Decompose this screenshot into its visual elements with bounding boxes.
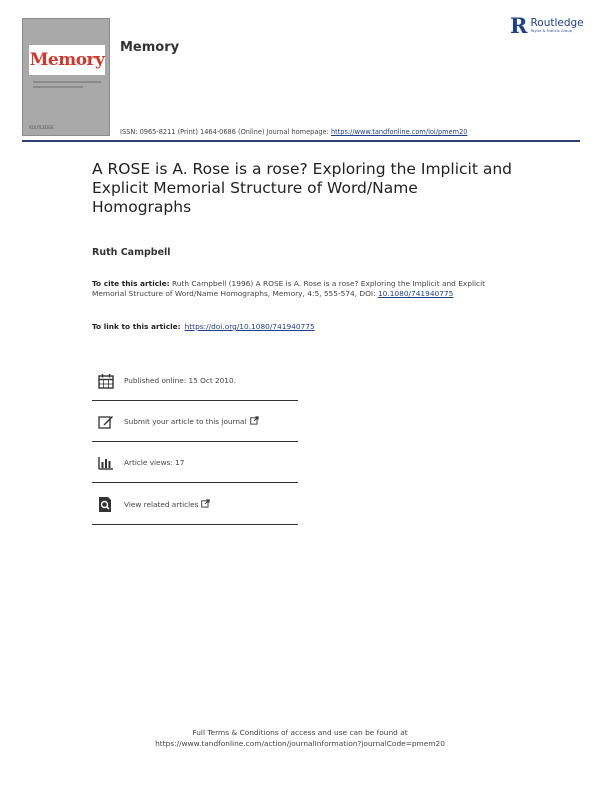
cover-decoration (33, 81, 101, 83)
article-views-item (92, 443, 298, 483)
routledge-r-icon: R (510, 13, 528, 38)
article-title: A ROSE is A. Rose is a rose? Exploring the Implicit and Explicit Memorial Structure of Word/Name Homographs (92, 160, 513, 216)
cover-footer: ROUTLEDGE (29, 125, 54, 130)
article-link-line (92, 322, 315, 331)
journal-name: Memory (120, 40, 180, 55)
bar-chart-icon (92, 454, 116, 472)
link-label: To link to this article: (92, 322, 181, 331)
cite-text: Ruth Campbell (1996) A ROSE is A. Rose is a rose? Exploring the Implicit and Explicit Memorial Structure of Word/Name Homographs, Memory, 4:5, 555-574, DOI: (92, 279, 486, 299)
publisher-logo (510, 13, 584, 38)
publisher-brand: Routledge (530, 17, 584, 29)
external-link-icon (201, 499, 210, 510)
citation-block (92, 279, 502, 299)
footer-terms-text: Full Terms & Conditions of access and use can be found at (192, 728, 408, 737)
footer-terms-link[interactable]: https://www.tandfonline.com/action/journalInformation?journalCode=pmem20 (155, 739, 445, 748)
calendar-icon (92, 372, 116, 390)
journal-homepage-link[interactable]: https://www.tandfonline.com/loi/pmem20 (330, 128, 468, 136)
cover-decoration (33, 86, 83, 88)
related-articles-item[interactable] (92, 485, 298, 525)
article-author: Ruth Campbell (92, 247, 171, 258)
journal-cover-image (22, 18, 110, 136)
external-link-icon (250, 416, 259, 427)
related-articles-label: View related articles (124, 500, 199, 509)
published-online-label: Published online: 15 Oct 2010. (124, 376, 236, 385)
cover-logo-text: Memory (29, 50, 105, 70)
published-online-item (92, 361, 298, 401)
search-document-icon (92, 496, 116, 514)
footer-terms (0, 727, 600, 749)
submit-article-label: Submit your article to this journal (124, 417, 247, 426)
submit-article-item[interactable] (92, 402, 298, 442)
header-divider (22, 140, 580, 142)
doi-link[interactable]: 10.1080/741940775 (377, 289, 454, 299)
edit-icon (92, 413, 116, 431)
publisher-tagline: Taylor & Francis Group (530, 29, 572, 33)
cover-logo (29, 45, 105, 75)
issn-line (120, 128, 467, 136)
cite-label: To cite this article: (92, 279, 170, 288)
article-url-link[interactable]: https://doi.org/10.1080/741940775 (184, 322, 315, 331)
issn-text: ISSN: 0965-8211 (Print) 1464-0686 (Online) Journal homepage: (120, 128, 331, 136)
article-views-label: Article views: 17 (124, 458, 185, 467)
